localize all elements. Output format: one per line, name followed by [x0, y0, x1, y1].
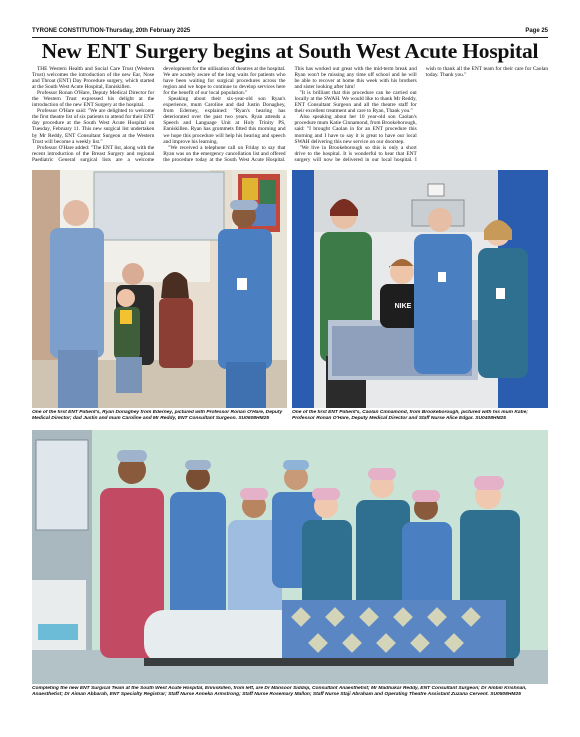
team-photo-illustration [32, 430, 548, 684]
photo-caption-team: Completing the new ENT Surgical Team at the South West Acute Hospital, Enniskillen, from left, are Dr Mansoor Siddiqi, Consultant Anaesthetist; Mr Madhukar Reddy, ENT Consultant Surgeon; Dr Ambili Krishnan, Anaesthetist; Dr Aiman Abbarah, ENT Specialty Registrar; Staff Nurse Anneka Armstrong; Staff Nurse Rosemary Mallon; Staff Nurse Staji Abraham and Operating Theatre Assistant Zuzana Cervent. SU0508HM25 [32, 686, 527, 697]
publication-name: TYRONE CONSTITUTION [32, 28, 104, 34]
paragraph: "It is brilliant that this procedure can be carried out locally at the SWAH. We would like to thank Mr Reddy, ENT Consultant Surgeon and all the theatre staff for their excellent treatment and care to Ryan, Thank you." [294, 90, 417, 115]
photo-caption-caolan: One of the first ENT Patient's, Caolan Cinnamond, from Brookeborough, pictured with his mum Katie; Professor Ronan O'Hare, Deputy Medical Director and Staff Nurse Alice Edgar. SU0408HM25 [292, 410, 528, 421]
paragraph: Professor O'Hare said: "We are delighted to welcome the first theatre list of six patients to attend for their ENT day procedure at the South West Acute Hospital on Tuesday, February 11. This new surgical list undertaken by Mr Reddy, ENT Consultant Surgeon at the Western Trust will become a weekly list." [32, 108, 155, 145]
paragraph: Professor O'Hare added: "The ENT list, along with the recent introduction of the Breast Surgery and regional Paediatric General surgical lists are a welcome development for the utilisation of theatres at the hospital. We are acutely aware of the long waits for patients who have been waiting for surgical procedures across the region and we hope to continue to develop services here for the benefit of our local population." [32, 66, 286, 163]
paragraph: "We received a telephone call on Friday to say that Ryan was on the emergency cancellation list and offered the procedure today at the South West Acute Hospital. This has worked out great with the mid-term break and Ryan won't be missing any time off school and he will be able to recover at home this week with his brothers and sister looking after him! [163, 66, 417, 163]
photo-caolan-cinnamond [292, 170, 548, 408]
photo-caption-ryan: One of the first ENT Patient's, Ryan Donaghey from Ederney, pictured with Professor Ronan O'Hare, Deputy Medical Director; dad Justin and mum Caroline and Mr Reddy, ENT Consultant Surgeon. SU0608HM25 [32, 410, 283, 421]
paragraph: Also speaking about her 10 year-old son Caolan's procedure mum Katie Cinnamond, from Brookeborough, said: "I brought Caolan in for an ENT procedure this morning and I have to say it is great to have our local SWAH delivering this new service on our doorstep. [294, 114, 417, 145]
paragraph: Speaking about their six-year-old son Ryan's experience, mum Caroline and dad Justin Donaghey, from Ederney, explained: "Ryan's hearing has deteriorated over the past two years. Ryan attends a Speech and Language Unit at Holy Trinity PS, Enniskillen. Ryan has grommets fitted this morning and we hope this procedure will help his hearing and speech and improve his learning. [163, 96, 286, 145]
photo-ryan-donaghey [32, 170, 287, 408]
family-photo-illustration [32, 170, 287, 408]
headline: New ENT Surgery begins at South West Acute Hospital [41, 39, 539, 63]
ward-photo-illustration [292, 170, 548, 408]
photo-surgical-team [32, 430, 548, 684]
masthead [32, 27, 548, 38]
paragraph: "We live in Brookeborough so this is only a short drive to the hospital. It is wonderful to hear that ENT surgery will now be delivered in our local hospital. I wish to thank all the ENT team for their care for Caolan today. Thank you." [294, 66, 548, 163]
shirt-logo: NIKE [394, 303, 412, 310]
issue-date: -Thursday, 20th February 2025 [103, 28, 191, 34]
page-number: Page 25 [525, 28, 548, 34]
paragraph: THE Western Health and Social Care Trust (Western Trust) welcomes the introduction of the new Ear, Nose and Throat (ENT) Day Procedure surgery, which started at the South West Acute Hospital, Enniskillen. [32, 66, 155, 91]
paragraph: Professor Ronan O'Hare, Deputy Medical Director for the Western Trust expressed his delight at the introduction of the new ENT Surgery at the hospital. [32, 90, 155, 109]
article-body [32, 66, 548, 166]
